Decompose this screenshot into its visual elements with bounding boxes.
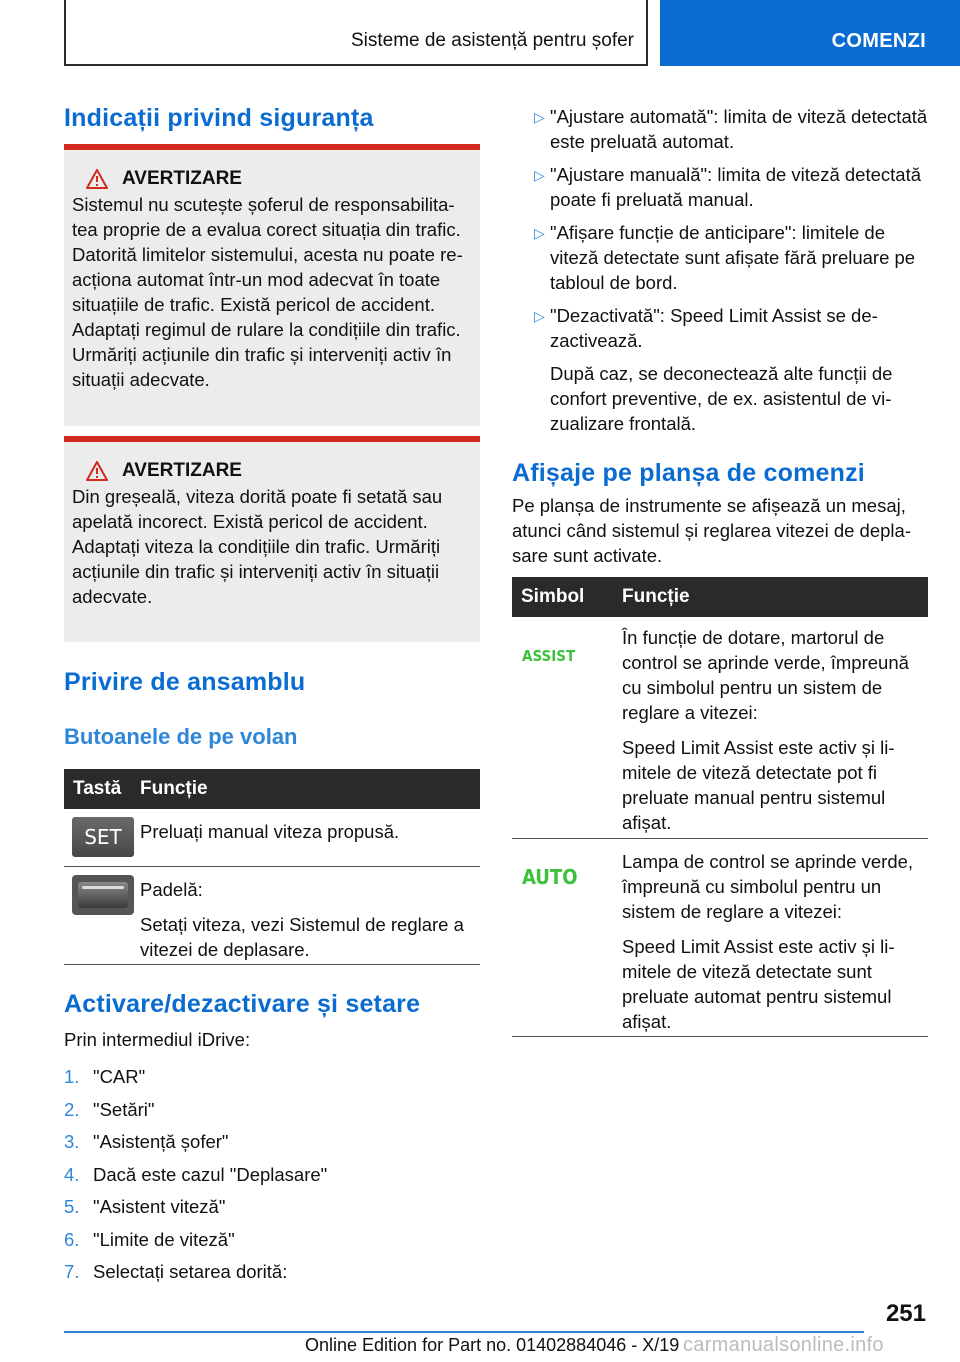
function-text: Setați viteza, vezi Sistemul de reglare a vitezei de deplasare. bbox=[140, 914, 464, 960]
list-item: ▷ "Ajustare manuală": limita de viteză detectată poate fi preluată manual. bbox=[512, 162, 928, 212]
symbols-table-header bbox=[512, 577, 928, 617]
table-row bbox=[64, 867, 480, 965]
keys-table-header bbox=[64, 769, 480, 809]
warning-title: AVERTIZARE bbox=[122, 168, 242, 189]
symbols-table bbox=[512, 577, 928, 1037]
warning-text: Sistemul nu scutește șoferul de responsabilitatea proprie de a evalua corect situația din trafic. Datorită limitelor sistemului, acesta nu poate reacționa automat într-un mod adecvat în toate situațiile de trafic. Există pericol de accident. Adaptați regimul de rulare la condițiile din trafic. Urmăriți acțiunile din trafic și interveniți activ în situații adecvate. bbox=[72, 194, 463, 390]
list-item: ▷ "Ajustare automată": limita de viteză detectată este preluată automat. bbox=[512, 104, 928, 154]
triangle-bullet-icon: ▷ bbox=[534, 109, 545, 125]
warning-text: Din greșeală, viteza dorită poate fi setată sau apelată incorect. Există pericol de accident. Adaptați viteza la condițiile din trafic. Urmăriți acțiunile din trafic și interveniți activ în situații adecvate. bbox=[72, 486, 443, 607]
list-item: 1. "CAR" bbox=[64, 1066, 146, 1087]
list-item: ▷ "Dezactivată": Speed Limit Assist se dezactivează. După caz, se deconectează alte funcții de confort preventive, de ex. asistentul de vizualizare frontală. bbox=[512, 303, 928, 436]
col-key-header: Tastă bbox=[73, 778, 122, 799]
footer-divider bbox=[64, 1331, 864, 1333]
list-item: 4. Dacă este cazul "Deplasare" bbox=[64, 1163, 328, 1185]
function-text: Lampa de control se aprinde verde, împreună cu simbolul pentru un sistem de reglare a vitezei: bbox=[622, 851, 914, 922]
function-text: Speed Limit Assist este activ și limitele de viteză detectate pot fi preluate manual pentru sistemul afișat. bbox=[622, 737, 895, 833]
warning-box-2 bbox=[64, 436, 480, 642]
display-intro: Pe planșa de instrumente se afișează un mesaj, atunci când sistemul și reglarea vitezei de deplasare sunt activate. bbox=[512, 495, 911, 566]
triangle-bullet-icon: ▷ bbox=[534, 167, 545, 183]
assist-indicator-icon: ASSIST bbox=[522, 647, 576, 665]
safety-heading: Indicații privind siguranța bbox=[64, 104, 374, 132]
table-row bbox=[64, 809, 480, 867]
triangle-bullet-icon: ▷ bbox=[534, 308, 545, 324]
function-text: Padelă: bbox=[140, 879, 203, 900]
warning-title: AVERTIZARE bbox=[122, 460, 242, 481]
keys-table bbox=[64, 769, 480, 965]
list-item: 5. "Asistent viteză" bbox=[64, 1196, 226, 1217]
warning-triangle-icon bbox=[86, 461, 108, 481]
header-section-tab[interactable] bbox=[660, 0, 960, 66]
display-heading: Afișaje pe planșa de comenzi bbox=[512, 459, 865, 487]
activation-intro: Prin intermediul iDrive: bbox=[64, 1029, 251, 1050]
list-item: 6. "Limite de viteză" bbox=[64, 1228, 235, 1250]
table-row bbox=[512, 617, 928, 839]
overview-heading: Privire de ansamblu bbox=[64, 668, 306, 696]
list-item: 3. "Asistență șofer" bbox=[64, 1131, 229, 1152]
set-button-icon: SET bbox=[72, 817, 134, 857]
paddle-button-icon bbox=[72, 875, 134, 915]
chapter-title: Sisteme de asistență pentru șofer bbox=[350, 30, 634, 51]
col-symbol-header: Simbol bbox=[521, 586, 585, 607]
function-text: Speed Limit Assist este activ și limitele de viteză detectate sunt preluate automat pentru sistemul afișat. bbox=[622, 936, 895, 1032]
watermark: carmanualsonline.info bbox=[683, 1334, 884, 1356]
triangle-bullet-icon: ▷ bbox=[534, 225, 545, 241]
options-list bbox=[512, 104, 928, 444]
list-item: ▷ "Afișare funcție de anticipare": limitele de viteză detectate sunt afișate fără preluare pe tabloul de bord. bbox=[512, 220, 928, 295]
header-chapter-box bbox=[64, 0, 648, 66]
section-title: COMENZI bbox=[831, 30, 926, 52]
page-number: 251 bbox=[885, 1300, 926, 1327]
warning-box-1 bbox=[64, 144, 480, 426]
auto-indicator-icon: AUTO bbox=[522, 865, 578, 889]
function-text: Preluați manual viteza propusă. bbox=[140, 821, 400, 842]
col-function-header: Funcție bbox=[140, 778, 208, 799]
list-item: 7. Selectați setarea dorită: bbox=[64, 1261, 288, 1282]
function-text: În funcție de dotare, martorul de control se aprinde verde, împreună cu simbolul pentru un sistem de reglare a vitezei: bbox=[622, 627, 909, 723]
steps-list bbox=[64, 1066, 327, 1294]
edition-text: Online Edition for Part no. 01402884046 - X/19 bbox=[305, 1335, 680, 1355]
table-row bbox=[512, 839, 928, 1037]
list-item: 2. "Setări" bbox=[64, 1098, 155, 1120]
warning-triangle-icon bbox=[86, 169, 108, 189]
activation-heading: Activare/dezactivare și setare bbox=[64, 990, 421, 1018]
buttons-subheading: Butoanele de pe volan bbox=[64, 724, 298, 749]
col-function-header: Funcție bbox=[622, 586, 690, 607]
